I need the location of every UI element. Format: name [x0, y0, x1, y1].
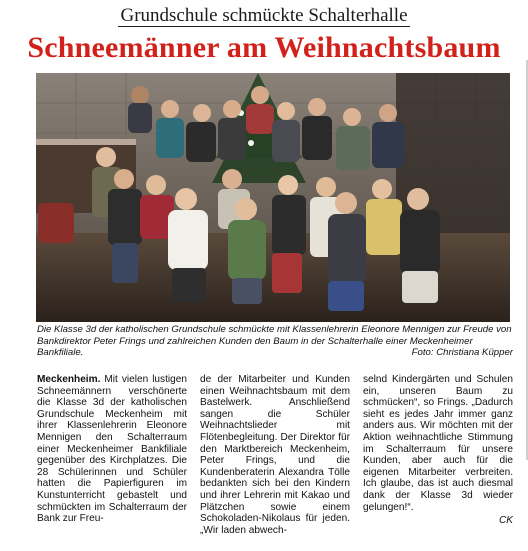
author-signature: CK: [498, 515, 513, 527]
person: [131, 86, 149, 104]
article-headline: Schneemänner am Weihnachtsbaum: [27, 31, 501, 64]
dateline: Meckenheim.: [37, 374, 101, 385]
column-2-text: de der Mitarbeiter und Kunden einen Weihnachtsbaum mit dem Bastelwerk. Anschließend sangen die Schüler Weihnachtslieder mit Flötenbegleitung. Der Direktor für den Marktbereich Meckenheim, Peter Frings, und die Kundenberaterin Alexandra Tölle bedankten sich bei den Kindern und ihrer Lehrerin mit Kakao und Plätzchen sowie einem Schokoladen-Nikolaus für jeden. „Wir laden abwech-: [200, 374, 350, 536]
photo-caption: [37, 324, 513, 359]
group-photo: [36, 73, 510, 322]
photo-credit: Foto: Christiana Küpper: [411, 347, 513, 358]
article-body: [37, 374, 513, 544]
caption-text: Die Klasse 3d der katholischen Grundschule schmückte mit Klassenlehrerin Eleonore Mennigen zur Freude von Bankdirektor Peter Frings und zahlreichen Kunden den Baum in der Schalterhalle einer Meckenheimer Bankfiliale.: [37, 324, 512, 358]
photo-illustration: [36, 73, 510, 322]
article-column-3: [363, 374, 513, 544]
kicker-text: Grundschule schmückte Schalterhalle: [120, 5, 408, 26]
article-column-2: [200, 374, 350, 544]
column-1-text: Mit vielen lustigen Schneemännern verschönerte die Klasse 3d der katholischen Grundschule Meckenheim mit ihrer Klassenlehrerin Eleonore Mennigen den Schalterraum einer Meckenheimer Bankfiliale gegenüber des Kirchplatzes. Die 28 Schülerinnen und Schüler hatten die Papierfiguren im Kunstunterricht gebastelt und schmückten im Schalterraum der Bank zur Freu-: [37, 374, 187, 525]
column-3-text: selnd Kindergärten und Schulen ein, unseren Baum zu schmücken“, so Frings. „Dadurch sieht es jedes Jahr immer ganz anders aus. Wir möchten mit der Aktion weihnachtliche Stimmung im Schalterraum für unsere Kunden, aber auch für die eigenen Mitarbeiter verbreiten. Ich glaube, das ist auch diesmal dank der Klasse 3d wieder gelungen!“.: [363, 374, 513, 513]
article-column-1: [37, 374, 187, 544]
article-kicker: [0, 4, 528, 28]
